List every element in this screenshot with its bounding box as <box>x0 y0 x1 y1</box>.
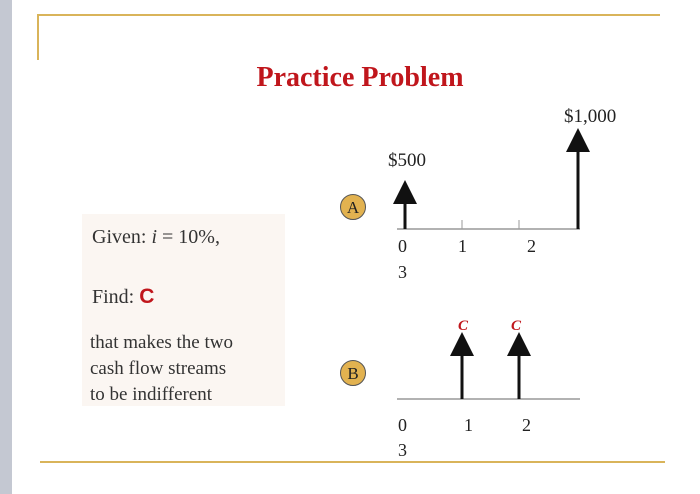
cash-flow-1000-label: $1,000 <box>564 106 617 127</box>
diagram-a-period-3: 3 <box>398 262 407 282</box>
diagram-b-period-3: 3 <box>398 440 407 460</box>
find-prefix: Find: <box>92 286 140 308</box>
diagram-b-period-2: 2 <box>522 415 531 435</box>
cash-flow-c-1-label: C <box>458 318 469 334</box>
slide-title: Practice Problem <box>256 62 464 93</box>
diagram-a-period-0: 0 <box>398 236 407 256</box>
interest-variable: i <box>151 226 157 248</box>
cash-flow-c-2-label: C <box>511 318 522 334</box>
desc-line: that makes the two <box>90 332 233 353</box>
desc-line: cash flow streams <box>90 358 227 379</box>
cash-flow-500-label: $500 <box>388 150 426 171</box>
interest-value: = 10%, <box>157 226 220 248</box>
diagram-b-period-0: 0 <box>398 415 407 435</box>
diagram-a-period-2: 2 <box>527 236 536 256</box>
diagram-a-badge: A <box>340 194 366 220</box>
find-variable: C <box>139 285 155 308</box>
diagram-b-badge: B <box>340 360 366 386</box>
desc-line: to be indifferent <box>90 384 213 405</box>
diagram-b-period-1: 1 <box>464 415 473 435</box>
diagram-a-period-1: 1 <box>458 236 467 256</box>
given-prefix: Given: <box>92 226 152 248</box>
